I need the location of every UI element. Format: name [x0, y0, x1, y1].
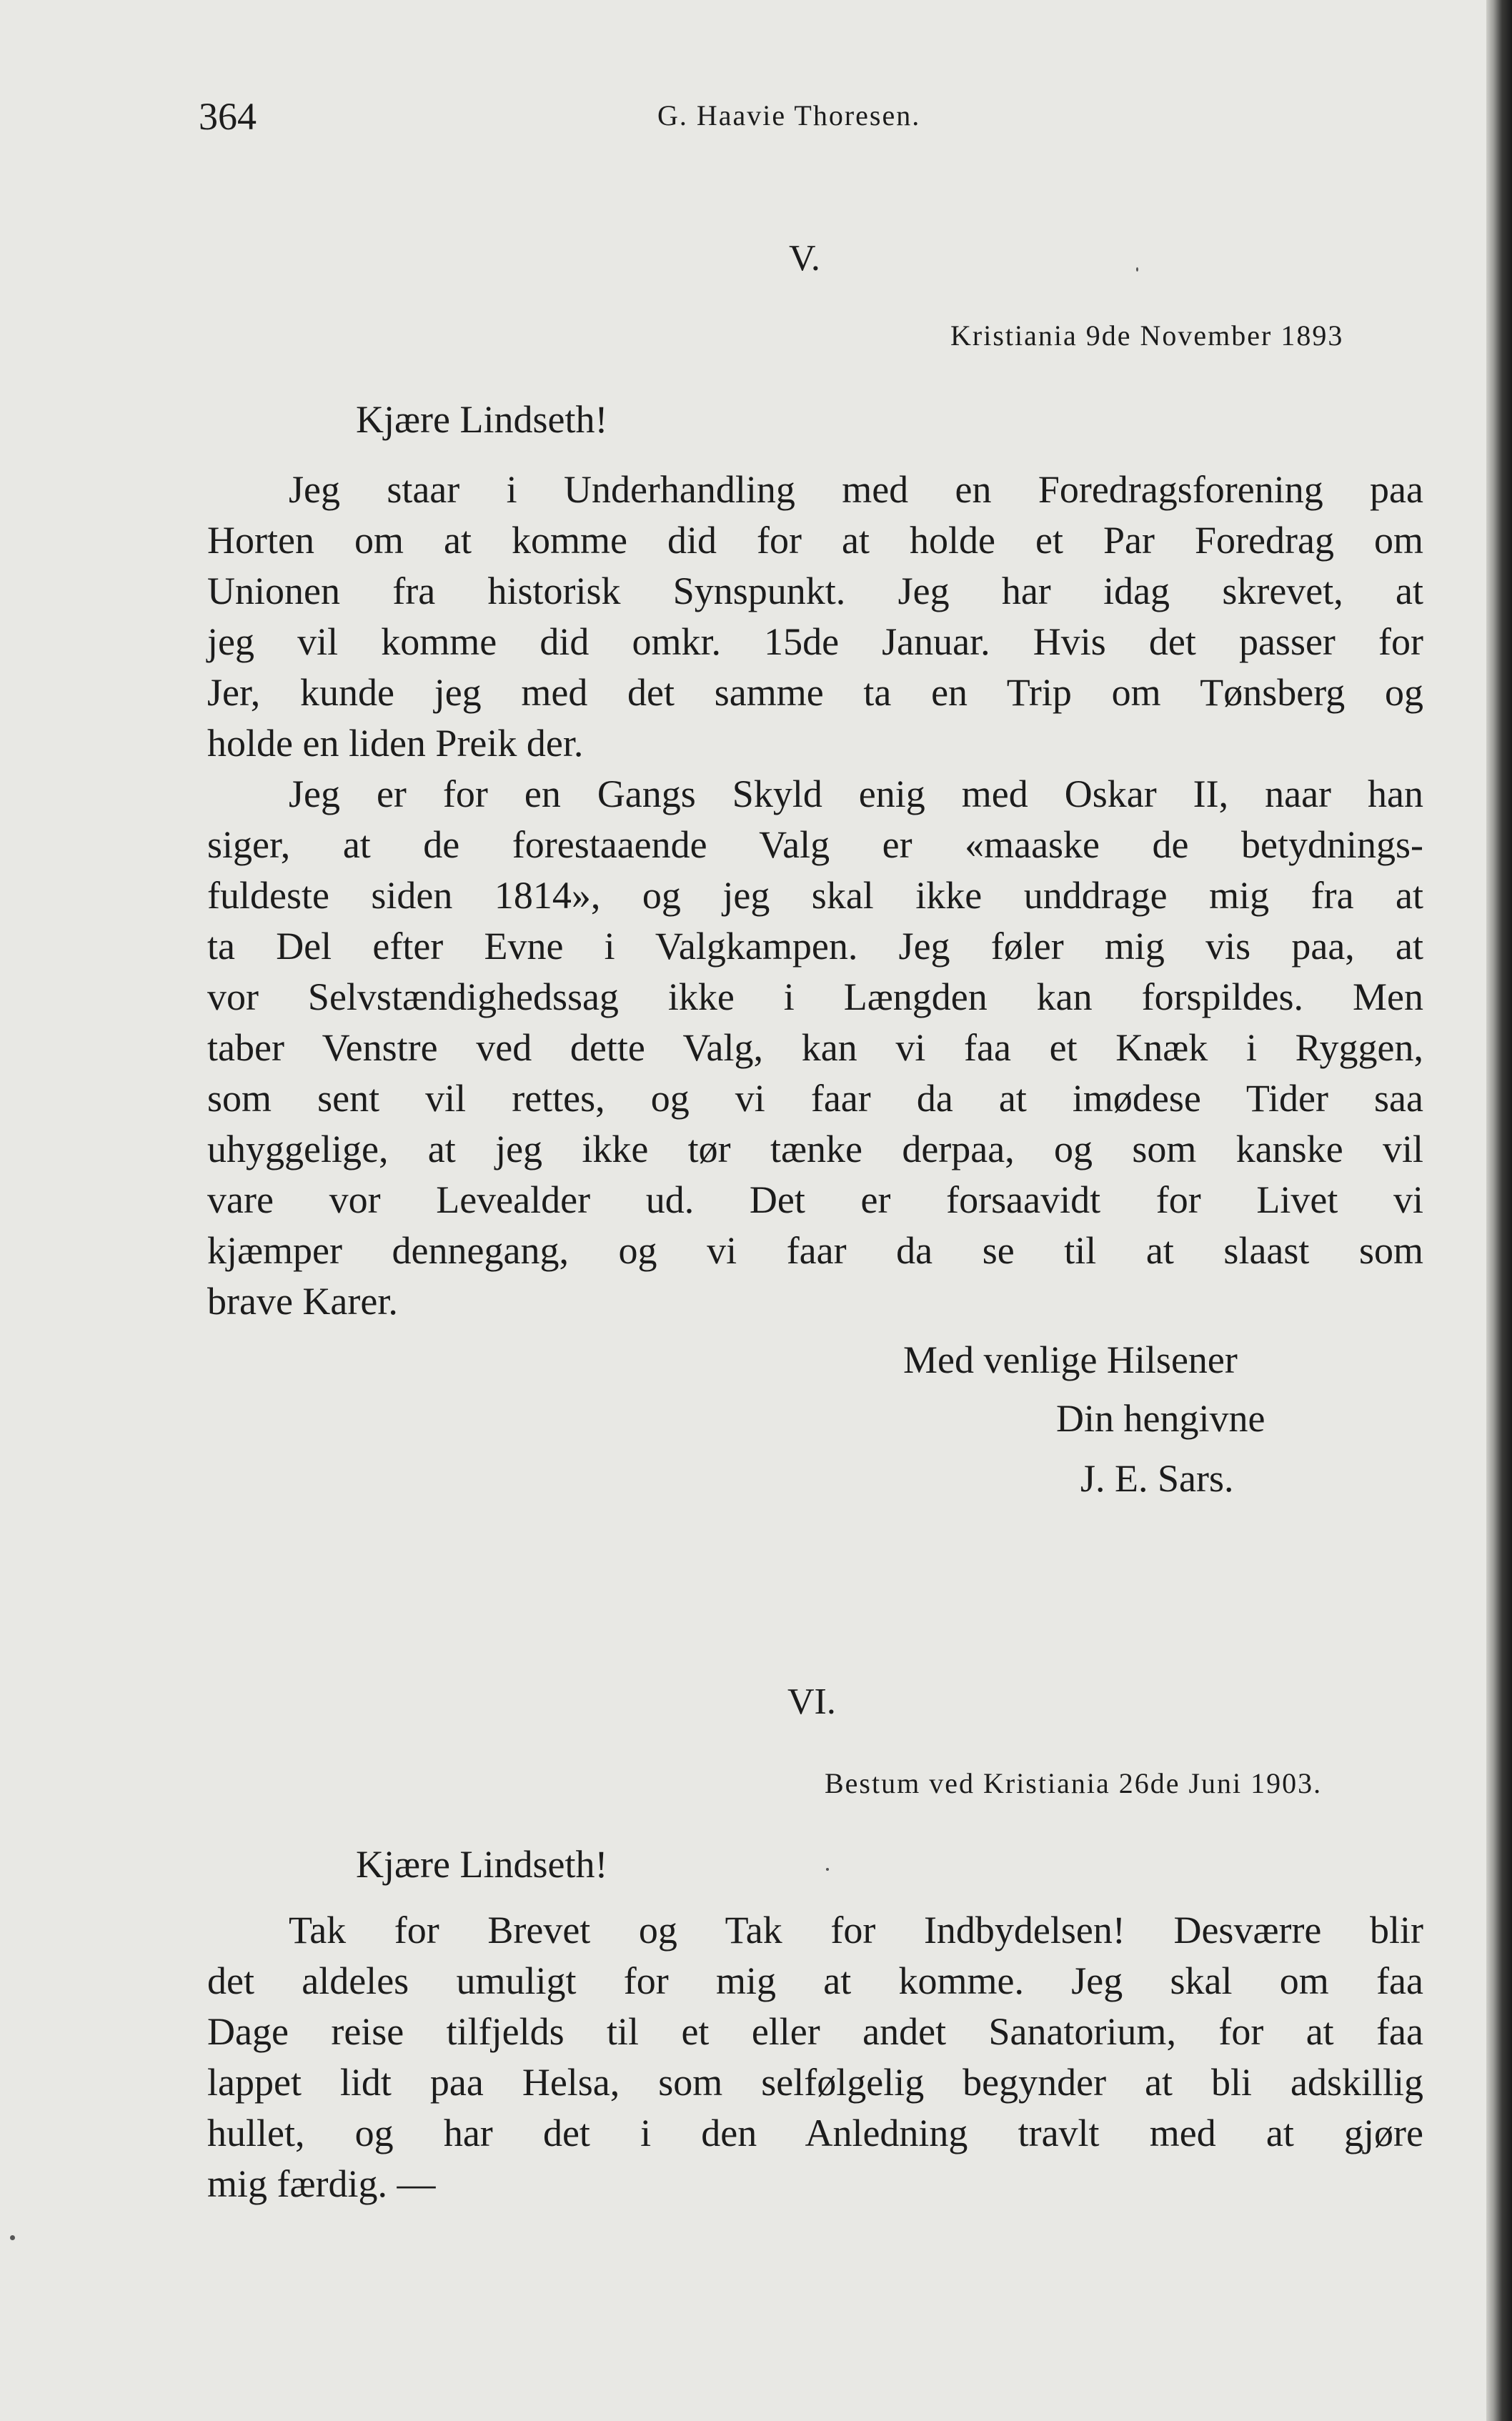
text-line: holde en liden Preik der. — [207, 722, 584, 765]
text-line: vare vor Levealder ud. Det er forsaavidt for Livet vi — [207, 1178, 1423, 1221]
page-number: 364 — [199, 95, 257, 138]
dateline-v: Kristiania 9de November 1893 — [950, 319, 1344, 352]
salutation-vi: Kjære Lindseth! — [356, 1843, 608, 1886]
salutation-v: Kjære Lindseth! — [356, 398, 608, 441]
text-line: hullet, og har det i den Anledning travlt med at gjøre — [207, 2112, 1423, 2154]
closing-valediction-v: Din hengivne — [1056, 1397, 1265, 1440]
paper-speck — [10, 2235, 15, 2240]
letter-v-paragraph-1 — [207, 464, 1423, 769]
running-head: G. Haavie Thoresen. — [657, 99, 921, 131]
text-line: vor Selvstændighedssag ikke i Længden kan forspildes. Men — [207, 975, 1423, 1018]
text-line: Jer, kunde jeg med det samme ta en Trip om Tønsberg og — [207, 671, 1423, 714]
text-line: mig færdig. — — [207, 2162, 436, 2205]
text-line: Tak for Brevet og Tak for Indbydelsen! Desværre blir — [289, 1909, 1423, 1952]
text-line: uhyggelige, at jeg ikke tør tænke derpaa, og som kanske vil — [207, 1128, 1423, 1170]
text-line: det aldeles umuligt for mig at komme. Jeg skal om faa — [207, 1959, 1423, 2002]
paper-speck — [1136, 267, 1138, 272]
text-line: kjæmper dennegang, og vi faar da se til at slaast som — [207, 1229, 1423, 1272]
dateline-vi: Bestum ved Kristiania 26de Juni 1903. — [825, 1767, 1323, 1799]
text-line: Dage reise tilfjelds til et eller andet Sanatorium, for at faa — [207, 2010, 1423, 2053]
text-line: Jeg staar i Underhandling med en Foredragsforening paa — [289, 468, 1423, 511]
text-line: ta Del efter Evne i Valgkampen. Jeg føler mig vis paa, at — [207, 925, 1423, 968]
text-line: jeg vil komme did omkr. 15de Januar. Hvis det passer for — [207, 620, 1423, 663]
signature-v: J. E. Sars. — [1080, 1457, 1234, 1500]
text-line: fuldeste siden 1814», og jeg skal ikke unddrage mig fra at — [207, 874, 1423, 917]
text-line: siger, at de forestaaende Valg er «maaske de betydnings- — [207, 823, 1423, 866]
text-line: Unionen fra historisk Synspunkt. Jeg har idag skrevet, at — [207, 570, 1423, 612]
text-line: brave Karer. — [207, 1280, 398, 1323]
page-edge-shadow — [1486, 0, 1512, 2421]
paper-speck — [826, 1868, 829, 1871]
letter-vi-paragraph-1 — [207, 1905, 1423, 2209]
text-line: som sent vil rettes, og vi faar da at imødese Tider saa — [207, 1077, 1423, 1120]
text-line: taber Venstre ved dette Valg, kan vi faa et Knæk i Ryggen, — [207, 1026, 1423, 1069]
text-line: lappet lidt paa Helsa, som selfølgelig begynder at bli adskillig — [207, 2061, 1423, 2104]
letter-v-paragraph-2 — [207, 769, 1423, 1327]
section-number-vi: VI. — [787, 1681, 836, 1722]
text-line: Horten om at komme did for at holde et Par Foredrag om — [207, 519, 1423, 562]
section-number-v: V. — [789, 238, 820, 279]
text-line: Jeg er for en Gangs Skyld enig med Oskar II, naar han — [289, 772, 1423, 815]
closing-greeting-v: Med venlige Hilsener — [903, 1338, 1238, 1381]
